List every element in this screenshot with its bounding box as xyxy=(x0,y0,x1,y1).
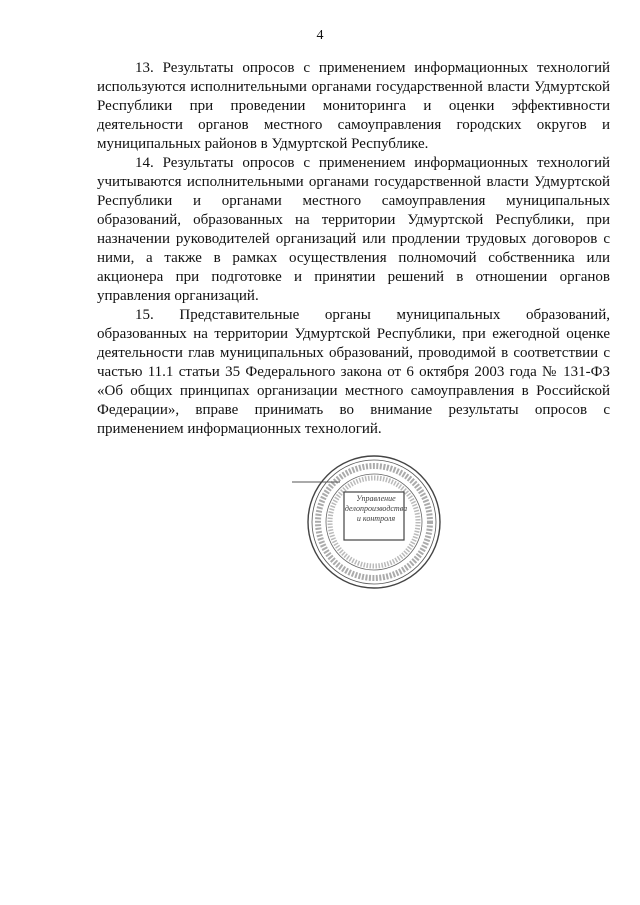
paragraph-13: 13. Результаты опросов с применением информационных технологий используются исполнительными органами государственной власти Удмуртской Республики при проведении мониторинга и оценки эффективности деятельности органов местного самоуправления городских округов и муниципальных районов в Удмуртской Республике. xyxy=(97,60,610,152)
paragraph-15: 15. Представительные органы муниципальных образований, образованных на территории Удмуртской Республики, при ежегодной оценке деятельности глав муниципальных образований, проводимой в соответствии с частью 11.1 статьи 35 Федерального закона от 6 октября 2003 года № 131-ФЗ «Об общих принципах организации местного самоуправления в Российской Федерации», вправе принимать во внимание результаты опросов с применением информационных технологий. xyxy=(97,307,610,437)
stamp-line-3: и контроля xyxy=(356,514,396,523)
paragraph-14: 14. Результаты опросов с применением информационных технологий учитываются исполнительными органами государственной власти Удмуртской Республики и органами местного самоуправления муниципальных образований, образованных на территории Удмуртской Республики, при назначении руководителей организаций или продлении трудовых договоров с ними, а также в рамках осуществления полномочий собственника или акционера при подготовке и принятии решений в отношении органов управления организаций. xyxy=(97,155,610,304)
document-body xyxy=(97,59,610,439)
page-number: 4 xyxy=(316,28,324,43)
stamp-line-1: Управление xyxy=(356,494,396,503)
stamp-inner-text xyxy=(342,494,410,524)
stamp-line-2: делопроизводства xyxy=(344,504,408,513)
official-seal-stamp xyxy=(292,452,442,592)
